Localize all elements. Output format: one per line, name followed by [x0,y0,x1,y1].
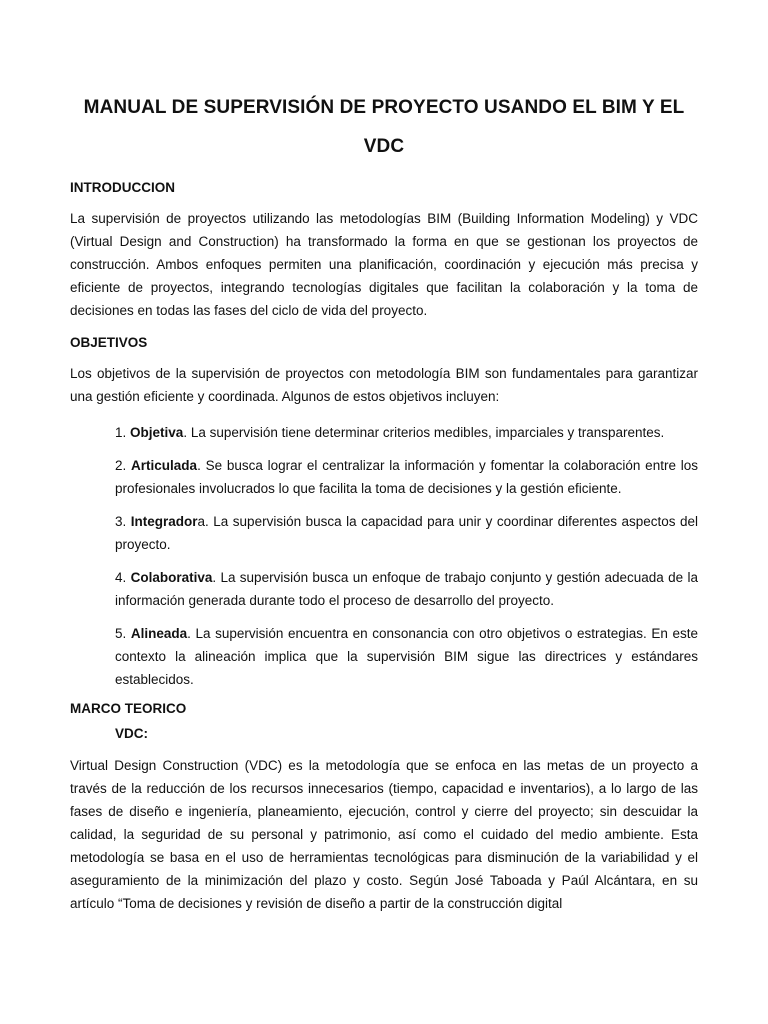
list-item-text: . La supervisión encuentra en consonancia con otro objetivos o estrategias. En este contexto la alineación implica que la supervisión BIM sigue las directrices y estándares establecidos. [115,626,698,687]
list-item [115,454,698,500]
subheading-vdc: VDC: [115,726,148,741]
list-item-text: . La supervisión busca un enfoque de trabajo conjunto y gestión adecuada de la información generada durante todo el proceso de desarrollo del proyecto. [115,570,698,608]
list-item [115,622,698,691]
list-item-text: . La supervisión tiene determinar criterios medibles, imparciales y transparentes. [183,425,665,440]
list-item [115,566,698,612]
list-item-term-suffix: a [197,514,206,529]
document-title: MANUAL DE SUPERVISIÓN DE PROYECTO USANDO EL BIM Y EL VDC [83,97,685,157]
list-item-term: Colaborativa [130,570,213,585]
introduccion-paragraph: La supervisión de proyectos utilizando las metodologías BIM (Building Information Modeling) y VDC (Virtual Design and Construction) ha transformado la forma en que se gestionan los proyectos de construcción. Ambos enfoques permiten una planificación, coordinación y ejecución más precisa y eficiente de proyectos, integrando tecnologías digitales que facilitan la colaboración y la toma de decisiones en todas las fases del ciclo de vida del proyecto. [70,211,698,318]
list-item [115,421,698,444]
list-item-term: Articulada [131,458,198,473]
list-item-term: Objetiva [130,425,184,440]
list-item-number: 1. [115,425,127,440]
section-heading-marco-teorico: MARCO TEORICO [70,701,187,716]
objetivos-list [70,421,698,691]
section-heading-objetivos: OBJETIVOS [70,335,148,350]
marco-teorico-paragraph: Virtual Design Construction (VDC) es la metodología que se enfoca en las metas de un proyecto a través de la reducción de los recursos innecesarios (tiempo, capacidad e inventarios), a lo largo de las fases de diseño e ingeniería, planeamiento, ejecución, control y cierre del proyecto; sin descuidar la calidad, la seguridad de su personal y patrimonio, así como el cuidado del medio ambiente. Esta metodología se basa en el uso de herramientas tecnológicas para disminución de la variabilidad y el aseguramiento de la minimización del plazo y costo. Según José Taboada y Paúl Alcántara, en su artículo “Toma de decisiones y revisión de diseño a partir de la construcción digital [70,758,698,911]
list-item-number: 5. [115,626,127,641]
section-heading-introduccion: INTRODUCCION [70,180,175,195]
objetivos-paragraph: Los objetivos de la supervisión de proyectos con metodología BIM son fundamentales para garantizar una gestión eficiente y coordinada. Algunos de estos objetivos incluyen: [70,366,698,404]
list-item-text: . Se busca lograr el centralizar la información y fomentar la colaboración entre los profesionales involucrados lo que facilita la toma de decisiones y la gestión eficiente. [115,458,698,496]
list-item-text: . La supervisión busca la capacidad para unir y coordinar diferentes aspectos del proyecto. [115,514,698,552]
list-item [115,510,698,556]
list-item-term: Integrador [130,514,198,529]
list-item-number: 4. [115,570,127,585]
list-item-number: 3. [115,514,127,529]
list-item-term: Alineada [130,626,188,641]
list-item-number: 2. [115,458,127,473]
